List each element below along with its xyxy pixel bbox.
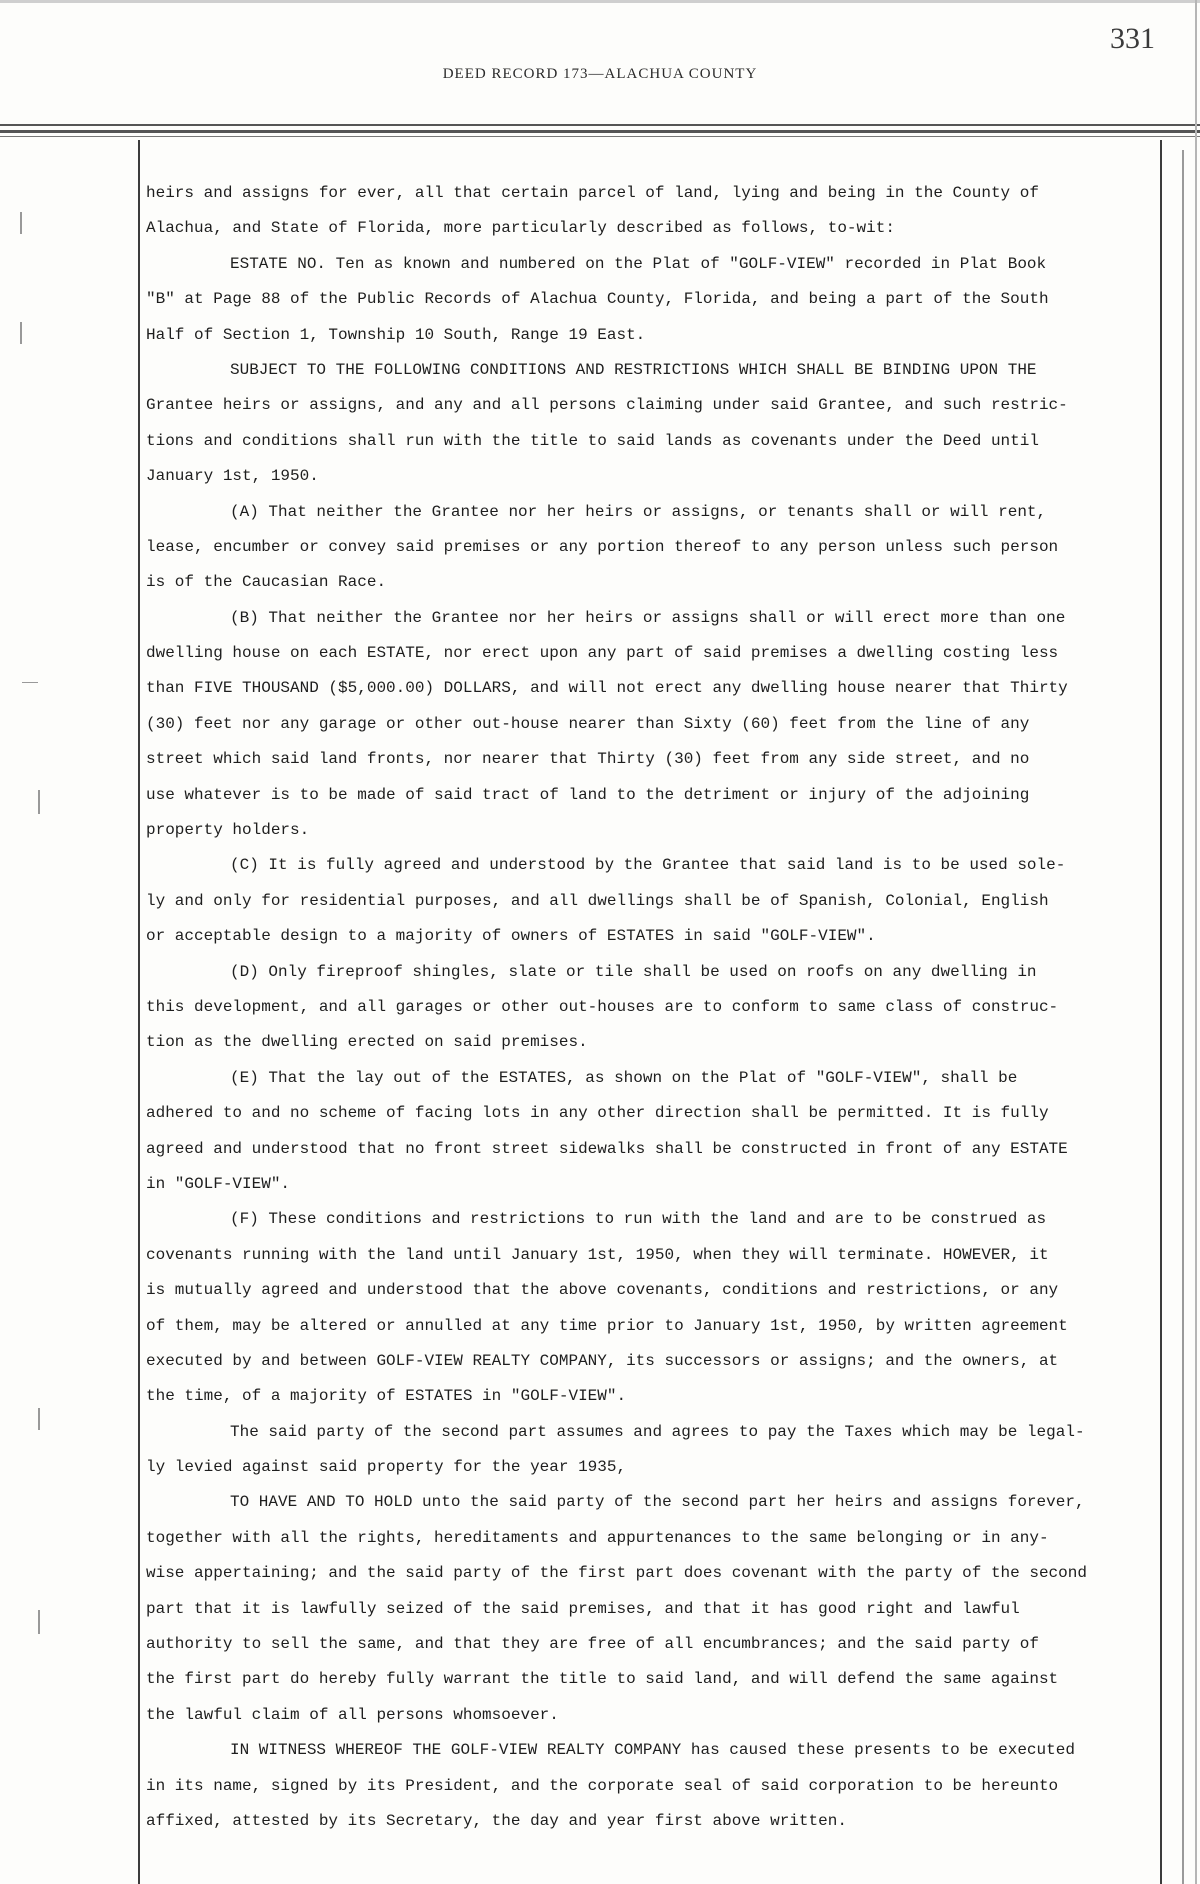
text-line: the lawful claim of all persons whomsoever.	[146, 1705, 559, 1724]
text-line: affixed, attested by its Secretary, the day and year first above written.	[146, 1811, 847, 1830]
margin-mark	[22, 682, 38, 683]
text-line: (B) That neither the Grantee nor her heirs or assigns shall or will erect more than one	[230, 608, 1066, 627]
text-line: Alachua, and State of Florida, more particularly described as follows, to-wit:	[146, 219, 895, 238]
text-line: ly levied against said property for the year 1935,	[146, 1458, 627, 1477]
text-line: IN WITNESS WHEREOF THE GOLF-VIEW REALTY COMPANY has caused these presents to be executed	[230, 1741, 1075, 1760]
text-line: ly and only for residential purposes, and all dwellings shall be of Spanish, Colonial, English	[146, 891, 1049, 910]
page-number: 331	[1110, 22, 1155, 55]
text-line: The said party of the second part assumes and agrees to pay the Taxes which may be legal-	[230, 1422, 1085, 1441]
margin-mark	[20, 212, 22, 234]
text-line: tions and conditions shall run with the title to said lands as covenants under the Deed until	[146, 431, 1039, 450]
text-line: executed by and between GOLF-VIEW REALTY COMPANY, its successors or assigns; and the owners, at	[146, 1351, 1059, 1370]
text-line: ESTATE NO. Ten as known and numbered on the Plat of "GOLF-VIEW" recorded in Plat Book	[230, 254, 1047, 273]
text-line: use whatever is to be made of said tract of land to the detriment or injury of the adjoining	[146, 785, 1030, 804]
text-line: is mutually agreed and understood that the above covenants, conditions and restrictions, or any	[146, 1281, 1059, 1300]
text-line: (30) feet nor any garage or other out-house nearer than Sixty (60) feet from the line of any	[146, 714, 1030, 733]
text-line: heirs and assigns for ever, all that certain parcel of land, lying and being in the County of	[146, 184, 1039, 202]
text-line: (F) These conditions and restrictions to run with the land and are to be construed as	[230, 1210, 1047, 1229]
text-line: agreed and understood that no front street sidewalks shall be constructed in front of any ESTATE	[146, 1139, 1068, 1158]
text-line: in "GOLF-VIEW".	[146, 1174, 291, 1193]
text-line: this development, and all garages or other out-houses are to conform to same class of construc-	[146, 997, 1059, 1016]
running-header: DEED RECORD 173—ALACHUA COUNTY	[442, 66, 758, 82]
text-line: than FIVE THOUSAND ($5,000.00) DOLLARS, and will not erect any dwelling house nearer that Thirty	[146, 679, 1068, 698]
right-margin-rule-outer	[1182, 150, 1184, 1884]
text-line: Half of Section 1, Township 10 South, Range 19 East.	[146, 325, 646, 344]
text-line: street which said land fronts, nor nearer that Thirty (30) feet from any side street, and no	[146, 750, 1030, 769]
text-line: is of the Caucasian Race.	[146, 573, 387, 592]
text-line: (E) That the lay out of the ESTATES, as shown on the Plat of "GOLF-VIEW", shall be	[230, 1068, 1018, 1087]
page-right-edge	[1195, 0, 1197, 1884]
header-rules	[0, 124, 1200, 137]
text-line: the first part do hereby fully warrant the title to said land, and will defend the same against	[146, 1670, 1059, 1689]
margin-mark	[20, 322, 22, 344]
text-line: of them, may be altered or annulled at any time prior to January 1st, 1950, by written agreement	[146, 1316, 1068, 1335]
margin-mark	[38, 790, 40, 814]
text-line: the time, of a majority of ESTATES in "GOLF-VIEW".	[146, 1387, 627, 1406]
margin-mark	[38, 1610, 40, 1634]
text-line: dwelling house on each ESTATE, nor erect upon any part of said premises a dwelling costing less	[146, 644, 1059, 663]
text-line: or acceptable design to a majority of owners of ESTATES in said "GOLF-VIEW".	[146, 927, 876, 946]
text-line: wise appertaining; and the said party of the first part does covenant with the party of the second	[146, 1564, 1087, 1583]
text-line: together with all the rights, hereditaments and appurtenances to the same belonging or in any-	[146, 1528, 1049, 1547]
text-line: "B" at Page 88 of the Public Records of Alachua County, Florida, and being a part of the South	[146, 290, 1049, 309]
text-line: tion as the dwelling erected on said premises.	[146, 1033, 588, 1052]
text-line: covenants running with the land until January 1st, 1950, when they will terminate. HOWEVER, it	[146, 1245, 1049, 1264]
text-line: authority to sell the same, and that they are free of all encumbrances; and the said party of	[146, 1635, 1039, 1654]
text-line: SUBJECT TO THE FOLLOWING CONDITIONS AND RESTRICTIONS WHICH SHALL BE BINDING UPON THE	[230, 360, 1037, 379]
text-line: in its name, signed by its President, and the corporate seal of said corporation to be hereunto	[146, 1776, 1059, 1795]
text-line: (A) That neither the Grantee nor her heirs or assigns, or tenants shall or will rent,	[230, 502, 1047, 521]
deed-body-text	[146, 176, 1166, 1839]
margin-mark	[38, 1408, 40, 1430]
text-line: part that it is lawfully seized of the said premises, and that it has good right and lawful	[146, 1599, 1020, 1618]
text-line: Grantee heirs or assigns, and any and all persons claiming under said Grantee, and such restric-	[146, 396, 1068, 415]
text-line: TO HAVE AND TO HOLD unto the said party of the second part her heirs and assigns forever,	[230, 1493, 1085, 1512]
page-top-edge	[0, 0, 1200, 3]
left-margin-rule	[138, 140, 140, 1884]
text-line: lease, encumber or convey said premises or any portion thereof to any person unless such person	[146, 537, 1059, 556]
text-line: January 1st, 1950.	[146, 467, 319, 486]
text-line: (D) Only fireproof shingles, slate or tile shall be used on roofs on any dwelling in	[230, 962, 1037, 981]
text-line: adhered to and no scheme of facing lots in any other direction shall be permitted. It is fully	[146, 1104, 1049, 1123]
text-line: property holders.	[146, 821, 310, 840]
text-line: (C) It is fully agreed and understood by the Grantee that said land is to be used sole-	[230, 856, 1066, 875]
